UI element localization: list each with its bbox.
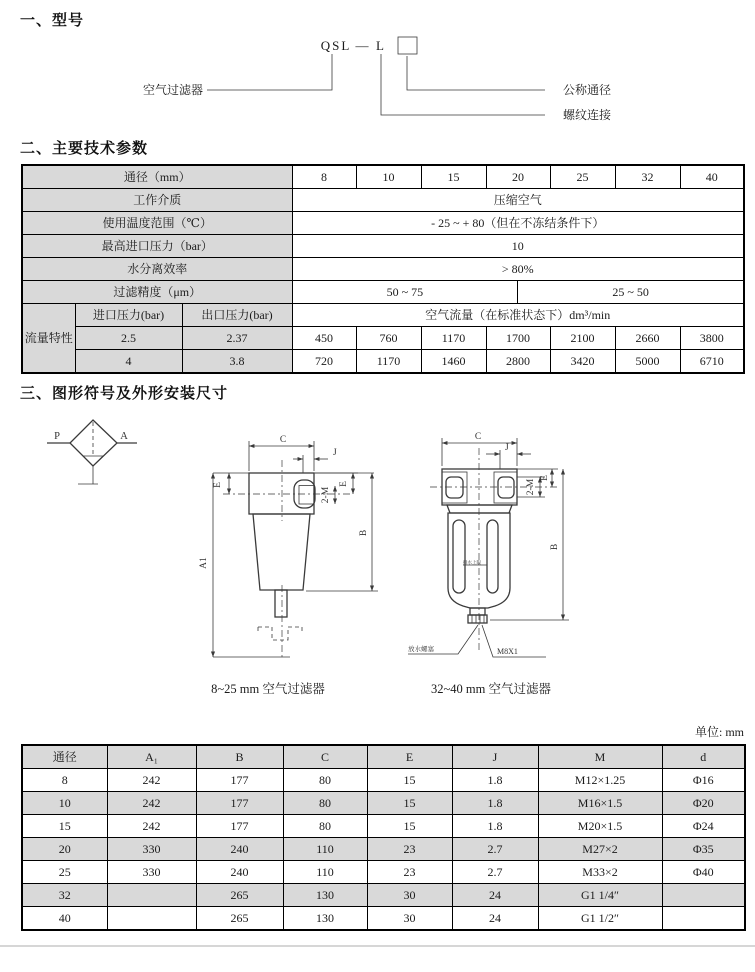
filter-symbol bbox=[47, 420, 137, 484]
cell: 24 bbox=[452, 884, 538, 907]
dim-j2-label: J bbox=[505, 443, 509, 453]
cell: 242 bbox=[107, 769, 196, 792]
cell: 1170 bbox=[356, 350, 421, 374]
cell: 242 bbox=[107, 815, 196, 838]
inlet-label: 进口压力(bar) bbox=[75, 304, 182, 327]
dim-row-40 bbox=[22, 907, 745, 931]
col-header: M bbox=[538, 745, 662, 769]
cell: 2100 bbox=[550, 327, 615, 350]
model-code-dash: — bbox=[355, 38, 371, 53]
cell bbox=[662, 907, 745, 931]
cell: 2.5 bbox=[75, 327, 182, 350]
cell: Φ16 bbox=[662, 769, 745, 792]
size-cell: 8 bbox=[292, 165, 356, 189]
cell: 110 bbox=[283, 861, 367, 884]
model-code-type: L bbox=[376, 38, 386, 53]
cell: 30 bbox=[367, 907, 452, 931]
dim-e-right-label: E bbox=[339, 481, 349, 487]
spec-row-flow-header bbox=[22, 304, 744, 327]
port-p-label: P bbox=[54, 431, 60, 442]
cell: 265 bbox=[196, 884, 283, 907]
caption-32-40: 32~40 mm 空气过滤器 bbox=[431, 682, 551, 696]
cell: 110 bbox=[283, 838, 367, 861]
col-header: J bbox=[452, 745, 538, 769]
cell: Φ40 bbox=[662, 861, 745, 884]
row-label: 通径（mm） bbox=[22, 165, 292, 189]
cell: 30 bbox=[367, 884, 452, 907]
spec-row-temp bbox=[22, 212, 744, 235]
cell: 4 bbox=[75, 350, 182, 374]
dim-row-8 bbox=[22, 769, 745, 792]
size-cell: 20 bbox=[486, 165, 550, 189]
section1-heading: 一、型号 bbox=[20, 12, 85, 29]
cell: 1460 bbox=[421, 350, 486, 374]
spec-row-pressure bbox=[22, 235, 744, 258]
col-header: E bbox=[367, 745, 452, 769]
spec-row-filtration bbox=[22, 281, 744, 304]
drain-thread-label: M8X1 bbox=[497, 647, 518, 656]
cell: M12×1.25 bbox=[538, 769, 662, 792]
cell: 1.8 bbox=[452, 792, 538, 815]
cell: 15 bbox=[367, 769, 452, 792]
cell: 265 bbox=[196, 907, 283, 931]
size-cell: 25 bbox=[550, 165, 615, 189]
cell: 2660 bbox=[615, 327, 680, 350]
cell: 10 bbox=[22, 792, 107, 815]
dim-j-label: J bbox=[333, 448, 337, 458]
cell: 177 bbox=[196, 769, 283, 792]
dim-b2-label: B bbox=[550, 543, 560, 551]
cell: Φ35 bbox=[662, 838, 745, 861]
bowl-marking: 排水上限 bbox=[463, 560, 481, 565]
label-thread-connection: 螺纹连接 bbox=[563, 108, 612, 122]
cell: 1.8 bbox=[452, 769, 538, 792]
value-cell: - 25 ~ + 80（但在不冻结条件下） bbox=[292, 212, 744, 235]
row-label: 最高进口压力（bar） bbox=[22, 235, 292, 258]
cell: 177 bbox=[196, 792, 283, 815]
size-cell: 32 bbox=[615, 165, 680, 189]
spec-row-separation bbox=[22, 258, 744, 281]
dim-row-32 bbox=[22, 884, 745, 907]
label-air-filter: 空气过滤器 bbox=[142, 83, 203, 97]
symbol-diamond bbox=[70, 420, 117, 466]
dim-b-label: B bbox=[359, 529, 369, 537]
dim-row-10 bbox=[22, 792, 745, 815]
row-label: 水分离效率 bbox=[22, 258, 292, 281]
unit-note: 单位: mm bbox=[694, 725, 744, 739]
cell: 177 bbox=[196, 815, 283, 838]
dim-a1-label: A1 bbox=[199, 557, 209, 569]
drain-plug-label: 放水螺塞 bbox=[408, 646, 434, 653]
value-cell: 压缩空气 bbox=[292, 189, 744, 212]
cell: 240 bbox=[196, 838, 283, 861]
filtration-right: 25 ~ 50 bbox=[517, 281, 743, 303]
spec-row-flow-2 bbox=[22, 350, 744, 374]
cell: 240 bbox=[196, 861, 283, 884]
cell: 25 bbox=[22, 861, 107, 884]
cell: 3420 bbox=[550, 350, 615, 374]
cell: 2.7 bbox=[452, 838, 538, 861]
cell: 40 bbox=[22, 907, 107, 931]
cell bbox=[107, 907, 196, 931]
col-header: A₁ bbox=[107, 745, 196, 769]
col-header: 通径 bbox=[22, 745, 107, 769]
model-code-diagram bbox=[120, 28, 650, 133]
drawing-32-40 bbox=[408, 432, 569, 696]
cell: 5000 bbox=[615, 350, 680, 374]
spec-table bbox=[21, 164, 745, 374]
col-header: C bbox=[283, 745, 367, 769]
dim-2m2-label: 2-M bbox=[526, 478, 536, 496]
filtration-left: 50 ~ 75 bbox=[386, 285, 424, 299]
caption-8-25: 8~25 mm 空气过滤器 bbox=[211, 682, 325, 696]
cell: 450 bbox=[292, 327, 356, 350]
cell: 24 bbox=[452, 907, 538, 931]
row-label: 过滤精度（μm） bbox=[22, 281, 292, 304]
cell: Φ24 bbox=[662, 815, 745, 838]
cell: 80 bbox=[283, 792, 367, 815]
cell: G1 1/2″ bbox=[538, 907, 662, 931]
cell: 760 bbox=[356, 327, 421, 350]
dimension-table bbox=[21, 744, 746, 931]
spec-row-medium bbox=[22, 189, 744, 212]
cell: 6710 bbox=[680, 350, 744, 374]
cell: 2800 bbox=[486, 350, 550, 374]
label-nominal-bore: 公称通径 bbox=[563, 83, 612, 97]
leader-filter bbox=[207, 54, 332, 90]
dim-c2-label: C bbox=[474, 432, 482, 442]
cell: G1 1/4″ bbox=[538, 884, 662, 907]
dim-header-row bbox=[22, 745, 745, 769]
value-cell bbox=[292, 281, 744, 304]
cell: M16×1.5 bbox=[538, 792, 662, 815]
cell: 330 bbox=[107, 861, 196, 884]
dim-c-label: C bbox=[279, 435, 287, 445]
cell: 23 bbox=[367, 861, 452, 884]
outlet-label: 出口压力(bar) bbox=[182, 304, 292, 327]
col-header: B bbox=[196, 745, 283, 769]
row-label: 工作介质 bbox=[22, 189, 292, 212]
col-header: d bbox=[662, 745, 745, 769]
symbol-drain-triangle bbox=[83, 456, 103, 466]
cell: 15 bbox=[367, 792, 452, 815]
cell: 3.8 bbox=[182, 350, 292, 374]
dim-e-left-label: E bbox=[213, 482, 223, 488]
cell: M20×1.5 bbox=[538, 815, 662, 838]
value-cell: 10 bbox=[292, 235, 744, 258]
flow-label: 流量特性 bbox=[22, 304, 75, 374]
cell: 1700 bbox=[486, 327, 550, 350]
cell: 2.7 bbox=[452, 861, 538, 884]
dim-row-20 bbox=[22, 838, 745, 861]
spec-row-flow-1 bbox=[22, 327, 744, 350]
section3-heading: 三、图形符号及外形安装尺寸 bbox=[20, 385, 229, 402]
cell: 8 bbox=[22, 769, 107, 792]
model-code-size-box bbox=[398, 37, 417, 54]
cell: 1.8 bbox=[452, 815, 538, 838]
dim-row-15 bbox=[22, 815, 745, 838]
size-cell: 40 bbox=[680, 165, 744, 189]
cell: 80 bbox=[283, 769, 367, 792]
section2-heading: 二、主要技术参数 bbox=[20, 140, 149, 157]
size-cell: 15 bbox=[421, 165, 486, 189]
cell: 130 bbox=[283, 907, 367, 931]
cell: 2.37 bbox=[182, 327, 292, 350]
cell: 330 bbox=[107, 838, 196, 861]
drawing-8-25 bbox=[199, 435, 378, 696]
cell: 720 bbox=[292, 350, 356, 374]
dim-2m-label: 2-M bbox=[321, 486, 331, 504]
cell bbox=[107, 884, 196, 907]
cell: 20 bbox=[22, 838, 107, 861]
dim-row-25 bbox=[22, 861, 745, 884]
leader-thread bbox=[381, 54, 545, 115]
port-a-label: A bbox=[120, 431, 128, 442]
cell: 130 bbox=[283, 884, 367, 907]
dim-e2-label: E bbox=[540, 475, 550, 481]
cell: Φ20 bbox=[662, 792, 745, 815]
cell: 15 bbox=[22, 815, 107, 838]
model-code-family: QSL bbox=[320, 38, 352, 53]
page-bottom-divider bbox=[0, 945, 755, 947]
cell: 80 bbox=[283, 815, 367, 838]
size-cell: 10 bbox=[356, 165, 421, 189]
spec-row-bore bbox=[22, 165, 744, 189]
cell: 32 bbox=[22, 884, 107, 907]
cell: 23 bbox=[367, 838, 452, 861]
cell: 3800 bbox=[680, 327, 744, 350]
cell: 242 bbox=[107, 792, 196, 815]
cell: M27×2 bbox=[538, 838, 662, 861]
cell: 15 bbox=[367, 815, 452, 838]
row-label: 使用温度范围（℃） bbox=[22, 212, 292, 235]
cell bbox=[662, 884, 745, 907]
outline-drawings bbox=[0, 405, 755, 703]
value-cell: > 80% bbox=[292, 258, 744, 281]
flow-header: 空气流量（在标准状态下）dm³/min bbox=[292, 304, 744, 327]
cell: 1170 bbox=[421, 327, 486, 350]
cell: M33×2 bbox=[538, 861, 662, 884]
leader-bore bbox=[407, 56, 545, 90]
